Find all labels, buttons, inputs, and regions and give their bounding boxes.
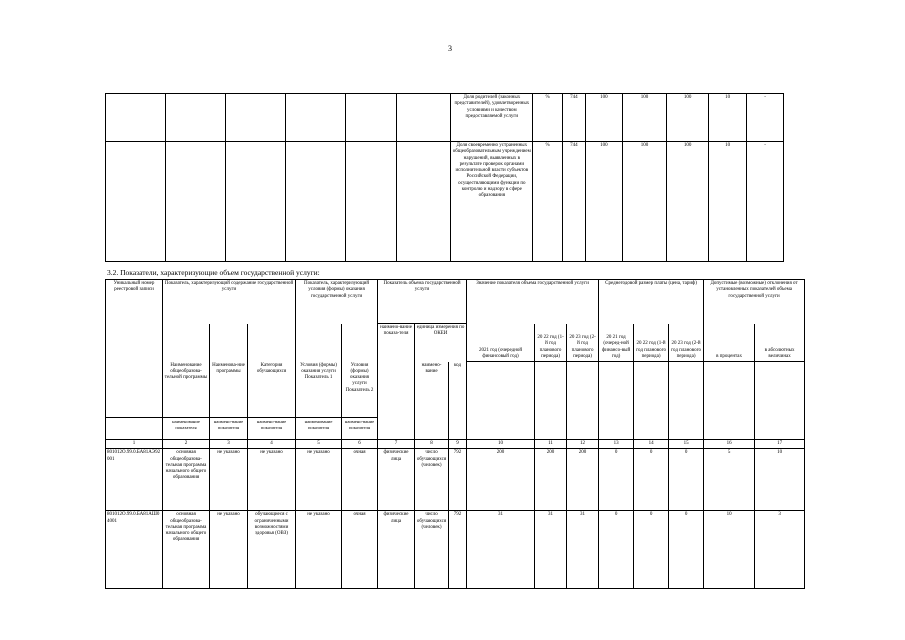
header-program-name: Наименование общеобразова-тельной программы bbox=[163, 362, 210, 418]
header-registry-number: Уникальный номер реестровой записи bbox=[106, 280, 163, 418]
table-row: 801012О.99.0.БА81АШ04001 основная общеобразова-тельная программа начального общего образования не указано обучающиеся с ограниченными возможностями здоровья (ОВЗ) не указано очная физические лица число обучающихся (человек) 792 31 31 31 0 0 0 10 3 bbox=[106, 511, 805, 589]
header-conditions: Показатель, характеризующий условия (формы) оказания государственной услуги bbox=[296, 280, 378, 324]
header-volume: Показатель объема государственной услуги bbox=[378, 280, 467, 324]
header-indicator-name: наимено-вание показа-теля bbox=[378, 324, 415, 440]
header-content: Показатель, характеризующий содержание государственной услуги bbox=[163, 280, 296, 324]
quality-indicators-table-continued bbox=[105, 93, 784, 262]
table-row: Доля своевременно устраненных общеобразовательным учреждением нарушений, выявленных в результате проверок органами исполнительной власти субъектов Российской Федерации, осуществляющими функции по контролю и надзору в сфере образования % 744 100 100 100 10 - bbox=[106, 142, 784, 262]
volume-indicators-table: Уникальный номер реестровой записи Показатель, характеризующий содержание государственной услуги Показатель, характеризующий условия (формы) оказания государственной услуги Показатель объема государственной услуги Значение показателя объема государственной услуги Среднегодовой размер платы (цена, тариф) Допустимые (возможные) отклонения от установленных показателей объема государственной услуги наимено-вание показа-теля единица измерения по ОКЕИ 2021 год (очередной финансовый год) 20 22 год (1-й год планового периода) 20 23 год (2-й год планового периода) 20 21 год (очеред-ной финансо-вый год) 20 22 год (1-й год планового периода) 20 23 год (2-й год планового периода) в процентах в абсолютных величинах Наименование общеобразова-тельной программы Наименова-ние программы Категория обучающихся Условия (формы) оказания услуги Показатель 1 Условия (формы) оказания услуги Показатель 2 наимено-вание код наименование показателя наимено-вание показателя наимено-вание показателя наименование показателя наимено-вание показателя 1 2 3 4 5 6 7 8 9 10 11 12 13 14 15 16 17 801012О.99.0.БА81АЭ92001 основная общеобразова-тельная программа начального общего образования не указано не указано не указано очная физические лица число обучающихся (человек) 792 200 200 200 0 0 0 5 10 801012О.99.0.БА81АШ04001 основная общеобразова-тельная программа начального общего образования не указано обучающиеся с ограниченными возможностями здоровья (ОВЗ) не указано очная физические лица число обучающихся (человек) 792 31 31 31 0 0 0 10 3 bbox=[105, 279, 805, 589]
header-unit: единица измерения по ОКЕИ bbox=[415, 324, 467, 362]
header-condition-1: Условия (формы) оказания услуги Показатель 1 bbox=[296, 362, 342, 418]
column-numbers-row: 1 2 3 4 5 6 7 8 9 10 11 12 13 14 15 16 17 bbox=[106, 440, 805, 449]
page-number: 3 bbox=[448, 44, 452, 53]
header-fee: Среднегодовой размер платы (цена, тариф) bbox=[599, 280, 704, 324]
header-program: Наименова-ние программы bbox=[210, 362, 248, 418]
section-title: 3.2. Показатели, характеризующие объем государственной услуги: bbox=[107, 268, 320, 277]
indicator-name: Доля родителей (законных представителей), удовлетворенных условиями и качеством предоставляемой услуги bbox=[451, 94, 533, 142]
header-values: Значение показателя объема государственной услуги bbox=[467, 280, 599, 324]
header-condition-2: Условия (формы) оказания услуги Показатель 2 bbox=[342, 362, 378, 418]
header-deviations: Допустимые (возможные) отклонения от установленных показателей объема государственной услуги bbox=[704, 280, 805, 324]
header-category: Категория обучающихся bbox=[248, 362, 296, 418]
table-row: Доля родителей (законных представителей), удовлетворенных условиями и качеством предоставляемой услуги % 744 100 100 100 10 - bbox=[106, 94, 784, 142]
table-row: 801012О.99.0.БА81АЭ92001 основная общеобразова-тельная программа начального общего образования не указано не указано не указано очная физические лица число обучающихся (человек) 792 200 200 200 0 0 0 5 10 bbox=[106, 449, 805, 511]
indicator-name: Доля своевременно устраненных общеобразовательным учреждением нарушений, выявленных в результате проверок органами исполнительной власти субъектов Российской Федерации, осуществляющими функции по контролю и надзору в сфере образования bbox=[451, 142, 533, 262]
